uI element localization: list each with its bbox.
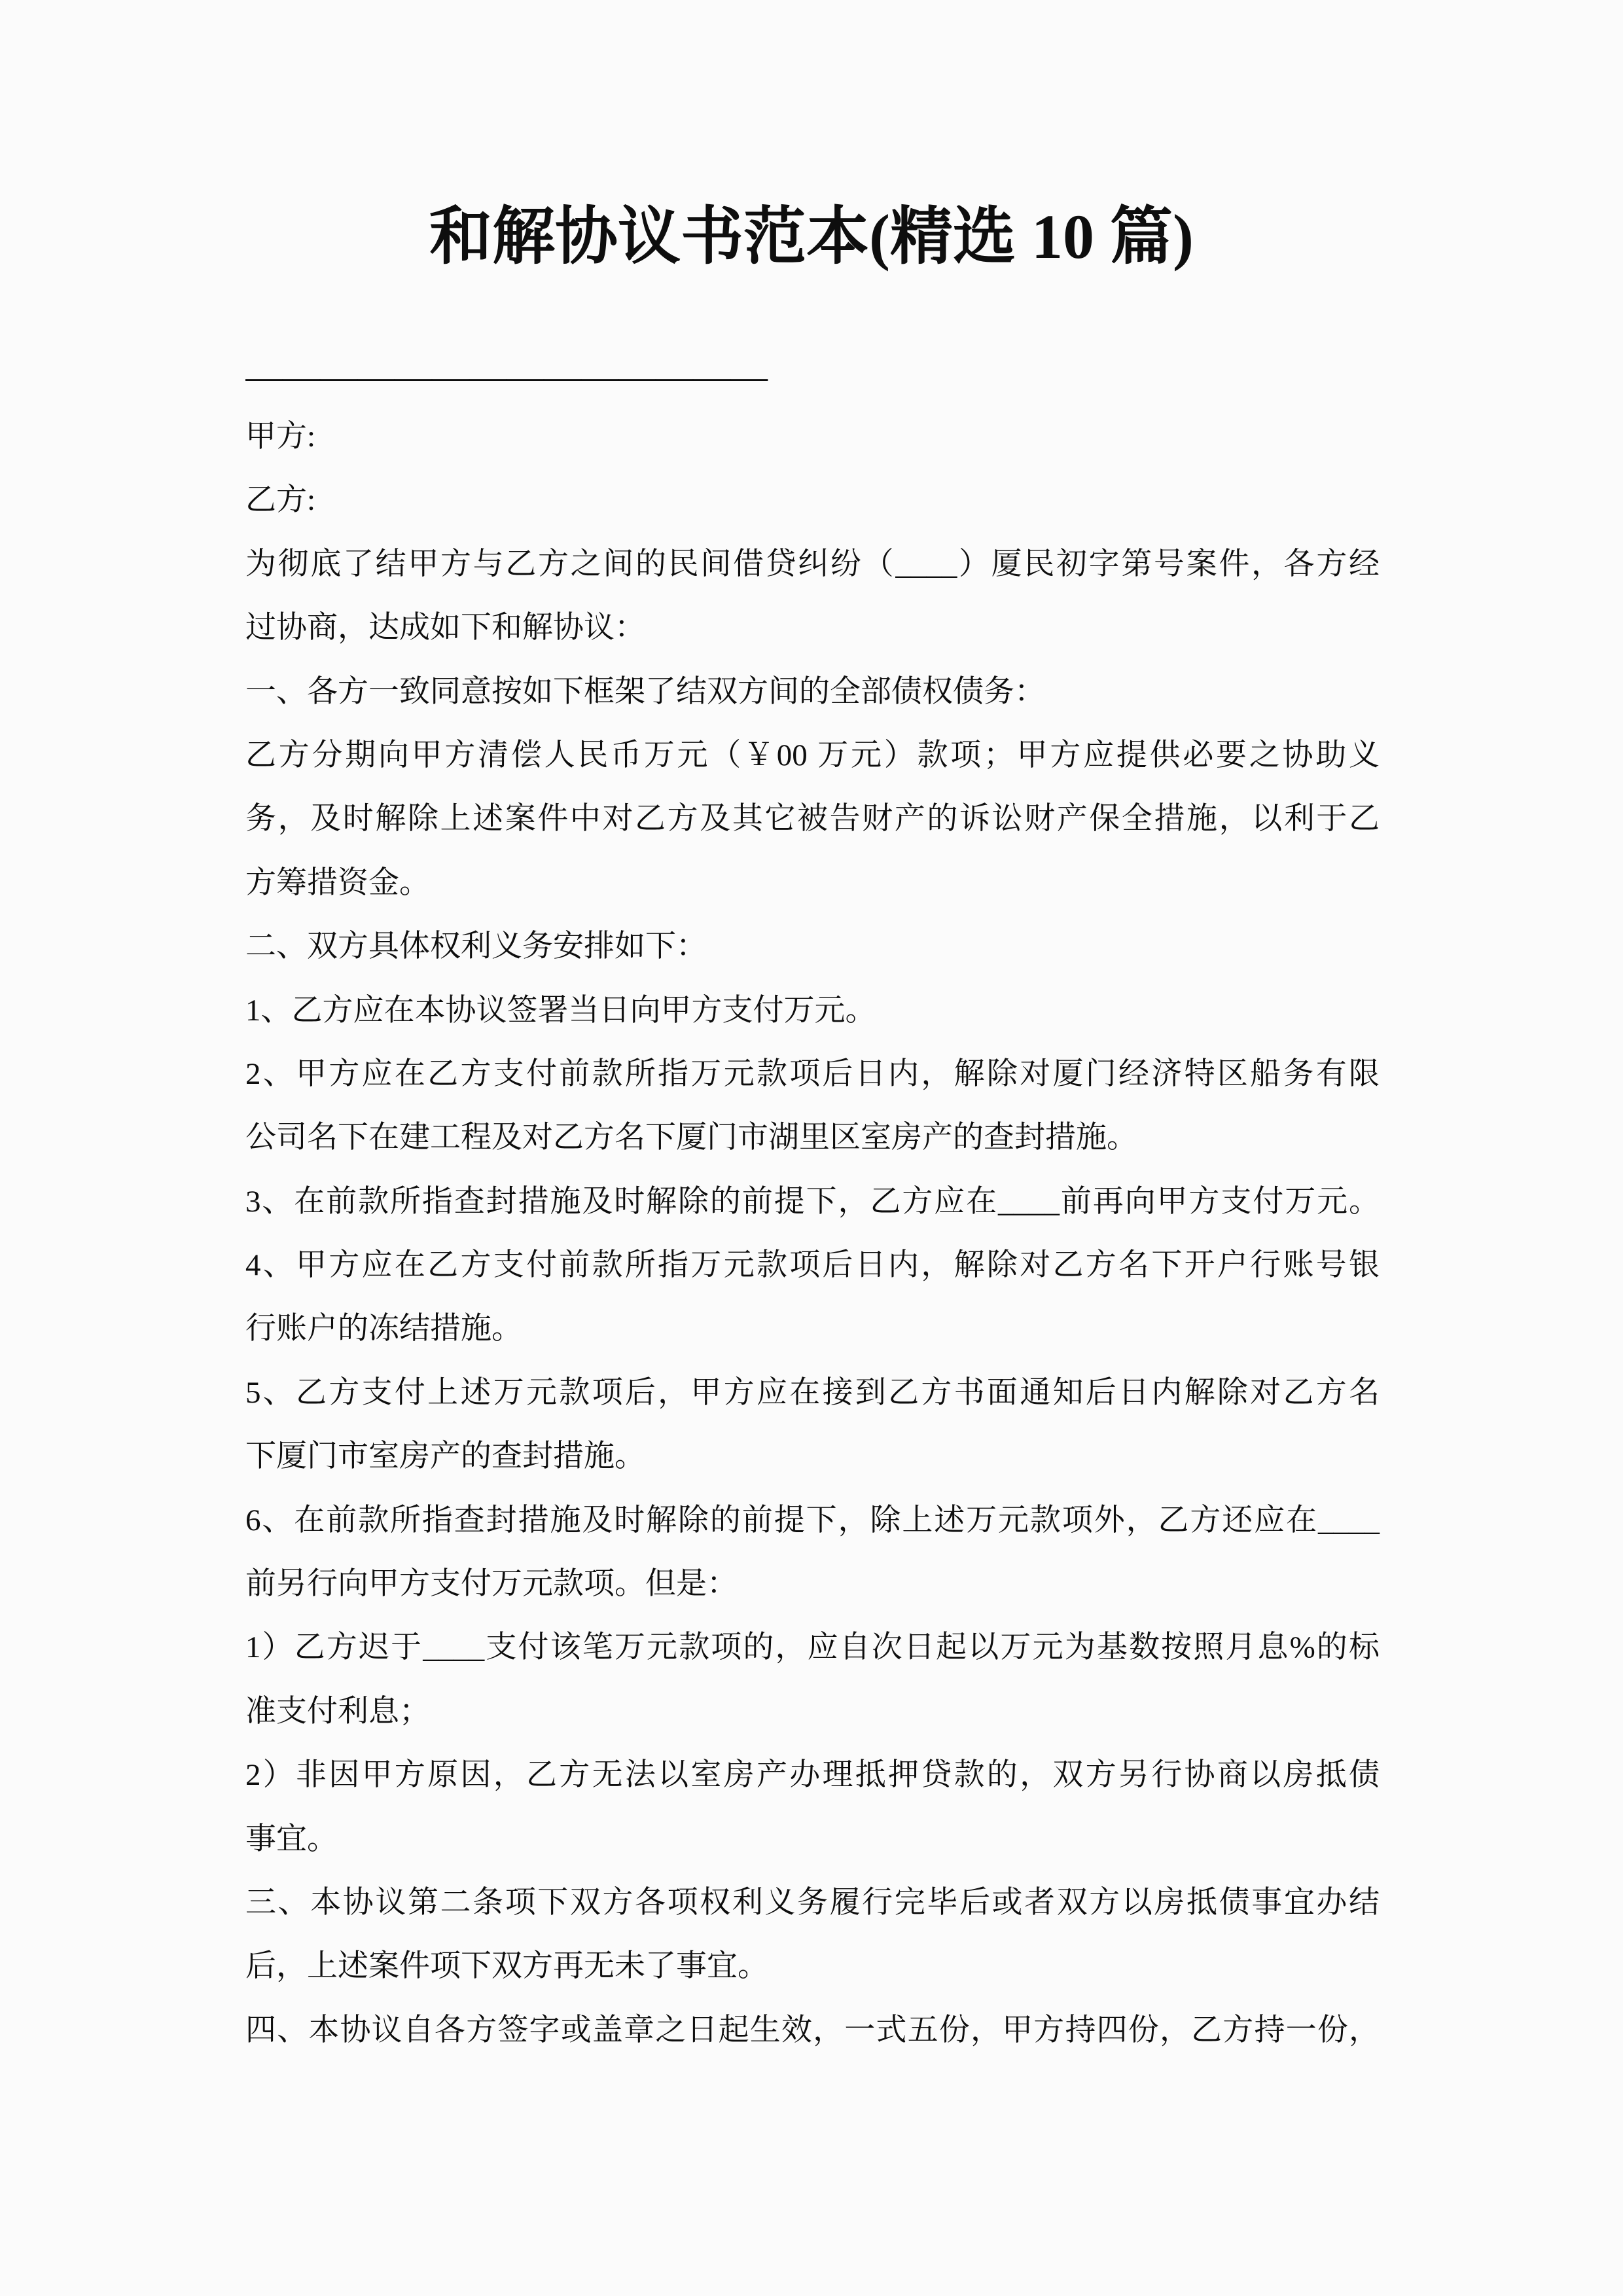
body-line: 四、本协议自各方签字或盖章之日起生效，一式五份，甲方持四份，乙方持一份， [245, 2013, 1380, 2047]
body-line: 2）非因甲方原因，乙方无法以室房产办理抵押贷款的，双方另行协商以房抵债 [245, 1758, 1380, 1793]
document-body [245, 405, 1380, 2062]
body-line: 乙方分期向甲方清偿人民币万元（￥00 万元）款项；甲方应提供必要之协助义 [245, 738, 1380, 772]
body-line: 务，及时解除上述案件中对乙方及其它被告财产的诉讼财产保全措施，以利于乙 [245, 802, 1380, 836]
body-line: 二、双方具体权利义务安排如下： [245, 929, 707, 964]
body-line: 准支付利息； [245, 1694, 430, 1729]
body-line: 下厦门市室房产的查封措施。 [245, 1439, 645, 1474]
body-line: 4、甲方应在乙方支付前款所指万元款项后日内，解除对乙方名下开户行账号银 [245, 1248, 1380, 1283]
body-line: 1、乙方应在本协议签署当日向甲方支付万元。 [245, 993, 876, 1028]
blank-divider-line: —————————————— [245, 356, 768, 397]
body-line: 过协商，达成如下和解协议： [245, 611, 645, 645]
body-line: 方筹措资金。 [245, 865, 430, 900]
body-line: 6、在前款所指查封措施及时解除的前提下，除上述万元款项外，乙方还应在____ [245, 1503, 1380, 1537]
body-line: 行账户的冻结措施。 [245, 1312, 522, 1346]
body-line: 前另行向甲方支付万元款项。但是： [245, 1567, 738, 1602]
body-line: 5、乙方支付上述万元款项后，甲方应在接到乙方书面通知后日内解除对乙方名 [245, 1375, 1380, 1410]
body-line: 2、甲方应在乙方支付前款所指万元款项后日内，解除对厦门经济特区船务有限 [245, 1056, 1380, 1091]
body-line: 公司名下在建工程及对乙方名下厦门市湖里区室房产的查封措施。 [245, 1121, 1137, 1155]
line-party-a: 甲方: [245, 420, 316, 454]
body-line: 后，上述案件项下双方再无未了事宜。 [245, 1949, 768, 1984]
line-party-b: 乙方: [245, 483, 316, 518]
body-line: 3、在前款所指查封措施及时解除的前提下，乙方应在____前再向甲方支付万元。 [245, 1184, 1380, 1219]
body-line: 事宜。 [245, 1821, 338, 1856]
body-line: 1）乙方迟于____支付该笔万元款项的，应自次日起以万元为基数按照月息%的标 [245, 1630, 1380, 1665]
body-line: 一、各方一致同意按如下框架了结双方间的全部债权债务： [245, 674, 1045, 709]
body-line: 三、本协议第二条项下双方各项权利义务履行完毕后或者双方以房抵债事宜办结 [245, 1885, 1380, 1920]
body-line: 为彻底了结甲方与乙方之间的民间借贷纠纷（____）厦民初字第号案件，各方经 [245, 547, 1380, 581]
document-title: 和解协议书范本(精选 10 篇) [429, 202, 1194, 272]
